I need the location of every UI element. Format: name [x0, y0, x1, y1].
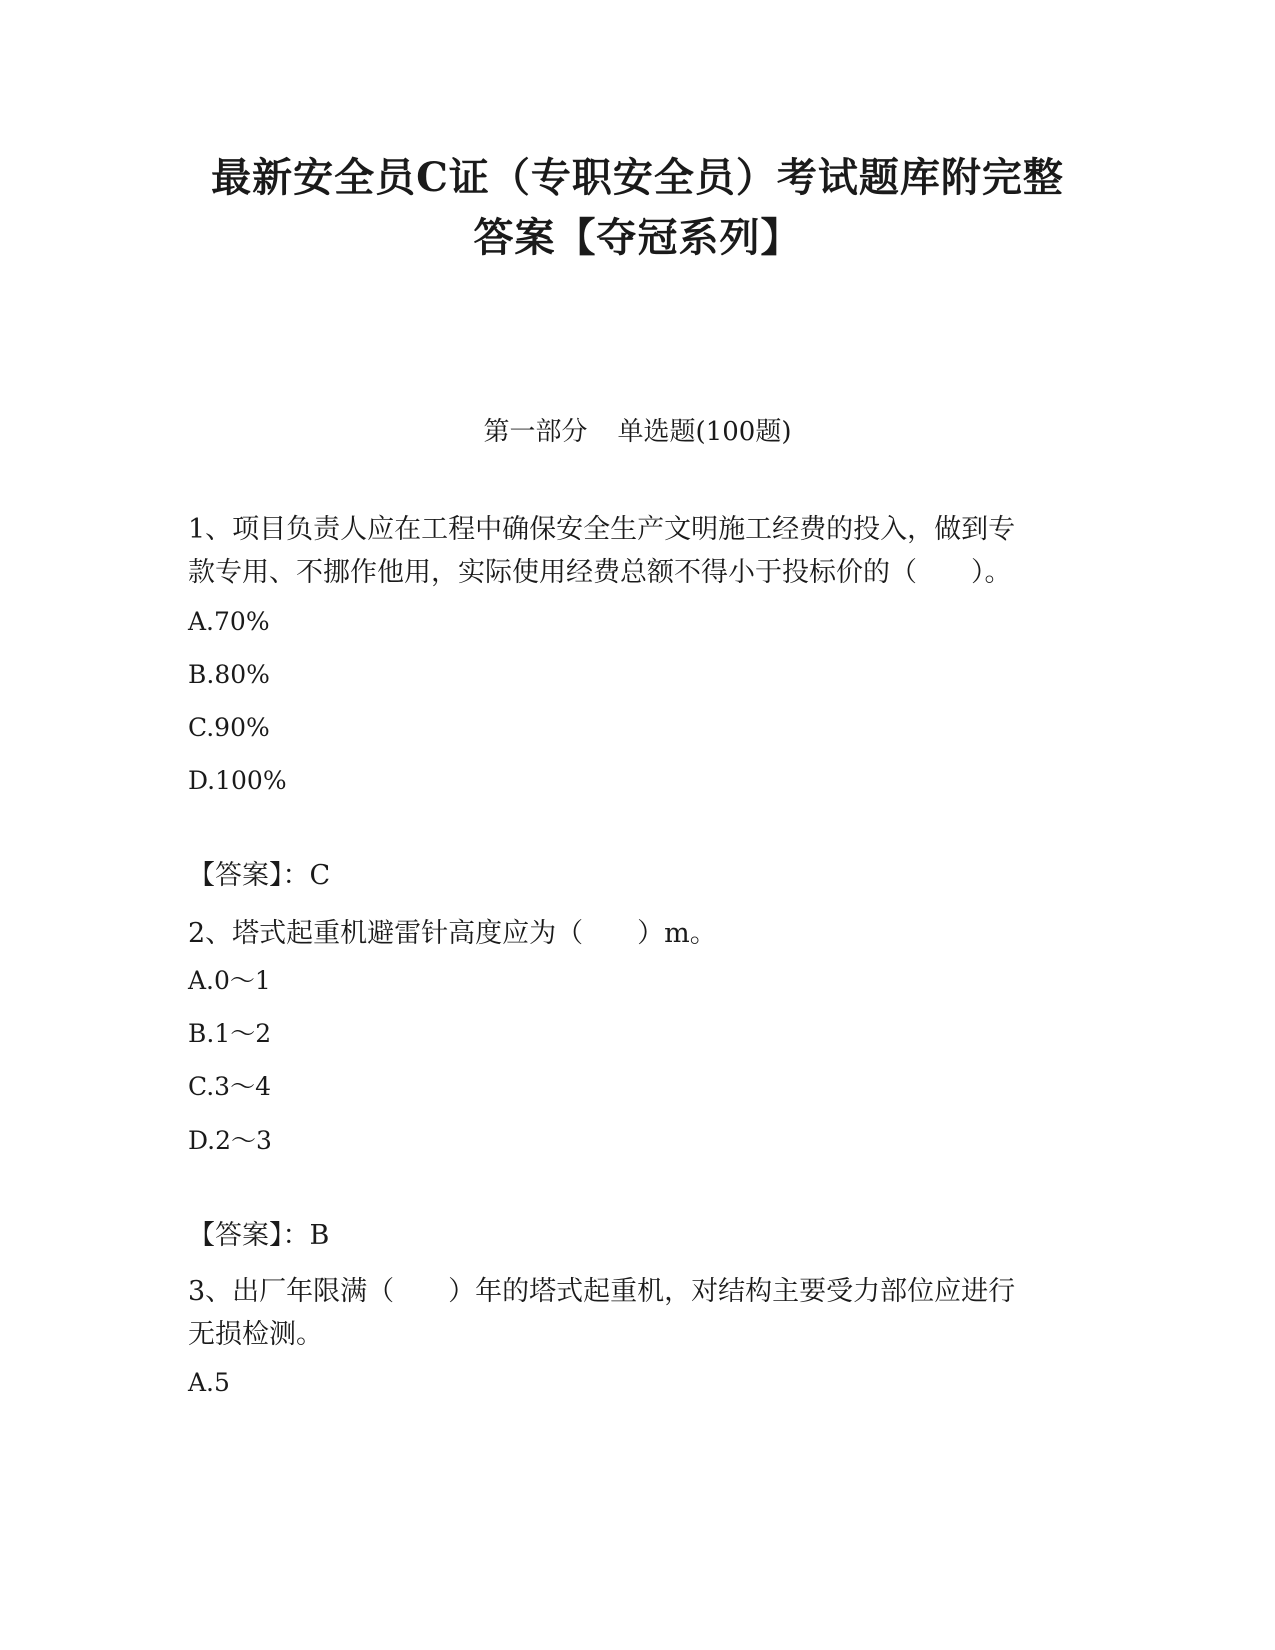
question-1-option-c: C.90% [188, 713, 270, 742]
question-3-option-a: A.5 [188, 1368, 230, 1397]
question-2-option-d: D.2～3 [188, 1126, 272, 1155]
question-2-line-1: 2、塔式起重机避雷针高度应为（ ）m。 [188, 918, 717, 949]
title-line-2: 答案【夺冠系列】 [473, 214, 802, 261]
question-1-line-1: 1、项目负责人应在工程中确保安全生产文明施工经费的投入，做到专 [188, 514, 1016, 545]
question-1-option-a: A.70% [188, 607, 270, 636]
question-1-answer: 【答案】：C [188, 860, 331, 891]
question-3-stem [188, 1270, 1078, 1356]
question-2-option-b: B.1～2 [188, 1019, 272, 1048]
question-1-option-d: D.100% [188, 766, 287, 795]
question-2-option-a: A.0～1 [188, 966, 271, 995]
question-2-answer: 【答案】：B [188, 1220, 330, 1251]
question-3-line-2: 无损检测。 [188, 1319, 323, 1350]
question-1-line-2: 款专用、不挪作他用，实际使用经费总额不得小于投标价的（ ）。 [188, 557, 1012, 588]
question-1-stem [188, 508, 1078, 594]
question-2-option-c: C.3～4 [188, 1072, 271, 1101]
title-line-1: 最新安全员C证（专职安全员）考试题库附完整 [211, 154, 1064, 201]
document-title [150, 148, 1125, 268]
section-part: 第一部分 [483, 417, 588, 447]
question-2-stem [188, 912, 1078, 955]
question-3-line-1: 3、出厂年限满（ ）年的塔式起重机，对结构主要受力部位应进行 [188, 1276, 1016, 1307]
section-heading [0, 414, 1275, 450]
question-1-option-b: B.80% [188, 660, 270, 689]
section-label: 单选题(100题) [617, 417, 792, 447]
